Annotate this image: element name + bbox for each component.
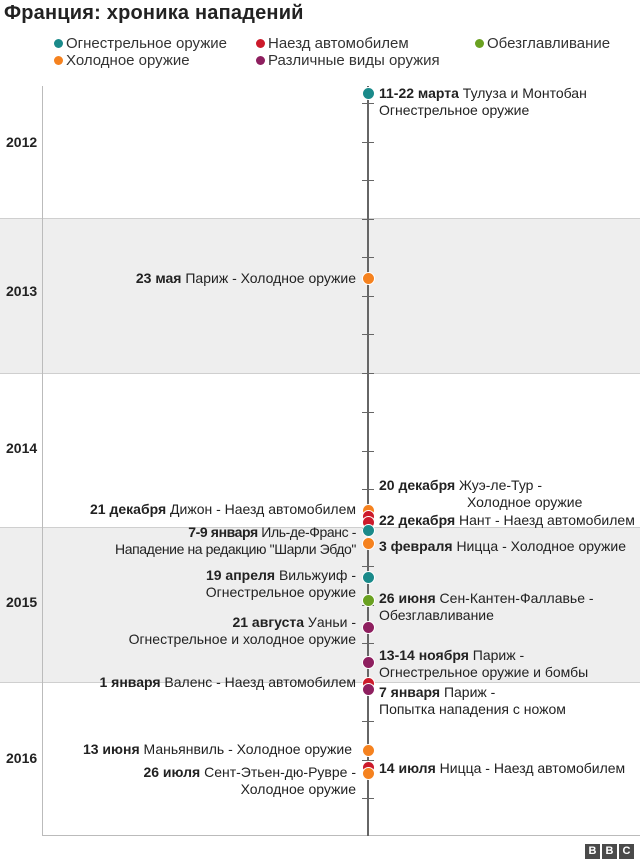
event-text: Дижон - Наезд автомобилем	[170, 501, 356, 517]
bottom-axis-line	[42, 835, 640, 836]
legend-item-mixed	[256, 52, 440, 69]
event-text-line2: Попытка нападения с ножом	[379, 701, 566, 717]
legend-label: Различные виды оружия	[268, 52, 440, 69]
event-dot-knife	[362, 767, 375, 780]
bbc-logo-letter: B	[585, 844, 600, 859]
event-text-line2: Обезглавливание	[379, 607, 494, 623]
event-text: Нант - Наезд автомобилем	[459, 512, 635, 528]
event-dot-knife	[362, 537, 375, 550]
timeline-tick	[362, 257, 374, 258]
event-text-line2: Холодное оружие	[467, 494, 583, 510]
year-divider	[0, 373, 640, 374]
event-date: 13 июня	[82, 741, 140, 757]
event-dot-mixed	[362, 683, 375, 696]
legend-label: Наезд автомобилем	[268, 35, 409, 52]
timeline-tick	[362, 643, 374, 644]
event-text: Париж -	[443, 684, 496, 700]
mixed-dot-icon	[256, 56, 265, 65]
event-date: 26 июня	[379, 590, 436, 606]
firearm-dot-icon	[54, 39, 63, 48]
year-divider	[0, 218, 640, 219]
event-dot-firearm	[362, 87, 375, 100]
event-dot-knife	[362, 744, 375, 757]
timeline-tick	[362, 219, 374, 220]
event-dot-beheading	[362, 594, 375, 607]
event-dot-knife	[362, 272, 375, 285]
event-text: Сен-Кантен-Фаллавье -	[439, 590, 594, 606]
event-text-line2: Огнестрельное оружие и бомбы	[379, 664, 589, 680]
event-text-line2: Огнестрельное и холодное оружие	[128, 631, 356, 647]
event-text: Сент-Этьен-дю-Рувре -	[204, 764, 356, 780]
year-band-2013	[0, 218, 640, 373]
event-text: Уаньи -	[307, 614, 356, 630]
event-text: Париж -	[472, 647, 525, 663]
legend-item-firearm	[54, 35, 227, 52]
event-dot-mixed	[362, 656, 375, 669]
event-text: Ницца - Наезд автомобилем	[439, 760, 626, 776]
event-date: 14 июля	[379, 760, 436, 776]
timeline-tick	[362, 566, 374, 567]
event-label-nice-2015	[379, 538, 626, 555]
event-label-magnanville	[83, 741, 352, 758]
event-text-line2: Нападение на редакцию "Шарли Эбдо"	[115, 541, 356, 557]
event-label-saint-etienne	[143, 764, 356, 798]
event-date: 3 февраля	[379, 538, 453, 554]
event-text: Жуэ-ле-Тур -	[459, 477, 542, 493]
event-label-joue-les-tours	[379, 477, 582, 511]
legend-item-beheading	[475, 35, 610, 52]
event-label-nice-2016	[379, 760, 625, 777]
year-label-2015: 2015	[6, 594, 38, 610]
event-dot-firearm	[362, 524, 375, 537]
year-label-2013: 2013	[6, 283, 38, 299]
event-label-valence	[99, 674, 356, 691]
event-date: 7 января	[379, 684, 441, 700]
left-axis-line	[42, 86, 43, 836]
event-label-saint-quentin	[379, 590, 594, 624]
timeline-tick	[362, 142, 374, 143]
event-label-dijon	[90, 501, 356, 518]
timeline-tick	[362, 296, 374, 297]
timeline-tick	[362, 489, 374, 490]
timeline-axis	[367, 86, 369, 836]
legend-label: Холодное оружие	[66, 52, 190, 69]
event-dot-mixed	[362, 621, 375, 634]
beheading-dot-icon	[475, 39, 484, 48]
legend-label: Огнестрельное оружие	[66, 35, 227, 52]
event-dot-firearm	[362, 571, 375, 584]
event-date: 23 мая	[135, 270, 182, 286]
event-date: 1 января	[99, 674, 161, 690]
event-label-villejuif	[206, 567, 356, 601]
event-date: 21 декабря	[90, 501, 167, 517]
event-label-paris-january	[379, 684, 566, 718]
event-label-paris-november	[379, 647, 588, 681]
event-label-paris-may	[136, 270, 356, 287]
vehicle-dot-icon	[256, 39, 265, 48]
event-label-nantes	[379, 512, 635, 529]
timeline-tick	[362, 798, 374, 799]
event-date: 20 декабря	[379, 477, 456, 493]
timeline-tick	[362, 721, 374, 722]
event-text: Тулуза и Монтобан	[462, 85, 587, 101]
timeline-tick	[362, 180, 374, 181]
legend-item-knife	[54, 52, 190, 69]
event-label-oignies	[129, 614, 356, 648]
bbc-logo	[585, 844, 634, 859]
legend-label: Обезглавливание	[487, 35, 611, 52]
event-date: 11-22 марта	[379, 85, 459, 101]
event-text-line2: Огнестрельное оружие	[379, 102, 530, 118]
event-text-line2: Холодное оружие	[240, 781, 356, 797]
year-label-2014: 2014	[6, 440, 38, 456]
event-date: 13-14 ноября	[379, 647, 469, 663]
event-text: Валенс - Наезд автомобилем	[164, 674, 356, 690]
legend-item-vehicle	[256, 35, 409, 52]
timeline-tick	[362, 334, 374, 335]
event-text: Вильжуиф -	[278, 567, 356, 583]
bbc-logo-letter: C	[619, 844, 634, 859]
event-text: Ницца - Холодное оружие	[456, 538, 627, 554]
event-date: 26 июля	[143, 764, 201, 780]
timeline-tick	[362, 103, 374, 104]
event-date: 21 августа	[232, 614, 305, 630]
timeline-tick	[362, 451, 374, 452]
event-label-charlie-hebdo	[115, 524, 356, 558]
event-date: 19 апреля	[205, 567, 276, 583]
page-title: Франция: хроника нападений	[4, 2, 304, 24]
event-text-line2: Огнестрельное оружие	[205, 584, 356, 600]
timeline-tick	[362, 373, 374, 374]
event-text: Иль-де-Франс -	[261, 524, 356, 540]
event-text: Маньянвиль - Холодное оружие	[143, 741, 352, 757]
event-text: Париж - Холодное оружие	[185, 270, 356, 286]
knife-dot-icon	[54, 56, 63, 65]
event-label-toulouse	[379, 85, 587, 119]
year-label-2016: 2016	[6, 750, 38, 766]
bbc-logo-letter: B	[602, 844, 617, 859]
timeline-tick	[362, 412, 374, 413]
year-label-2012: 2012	[6, 134, 38, 150]
event-date: 22 декабря	[379, 512, 456, 528]
event-date: 7-9 января	[188, 524, 258, 540]
